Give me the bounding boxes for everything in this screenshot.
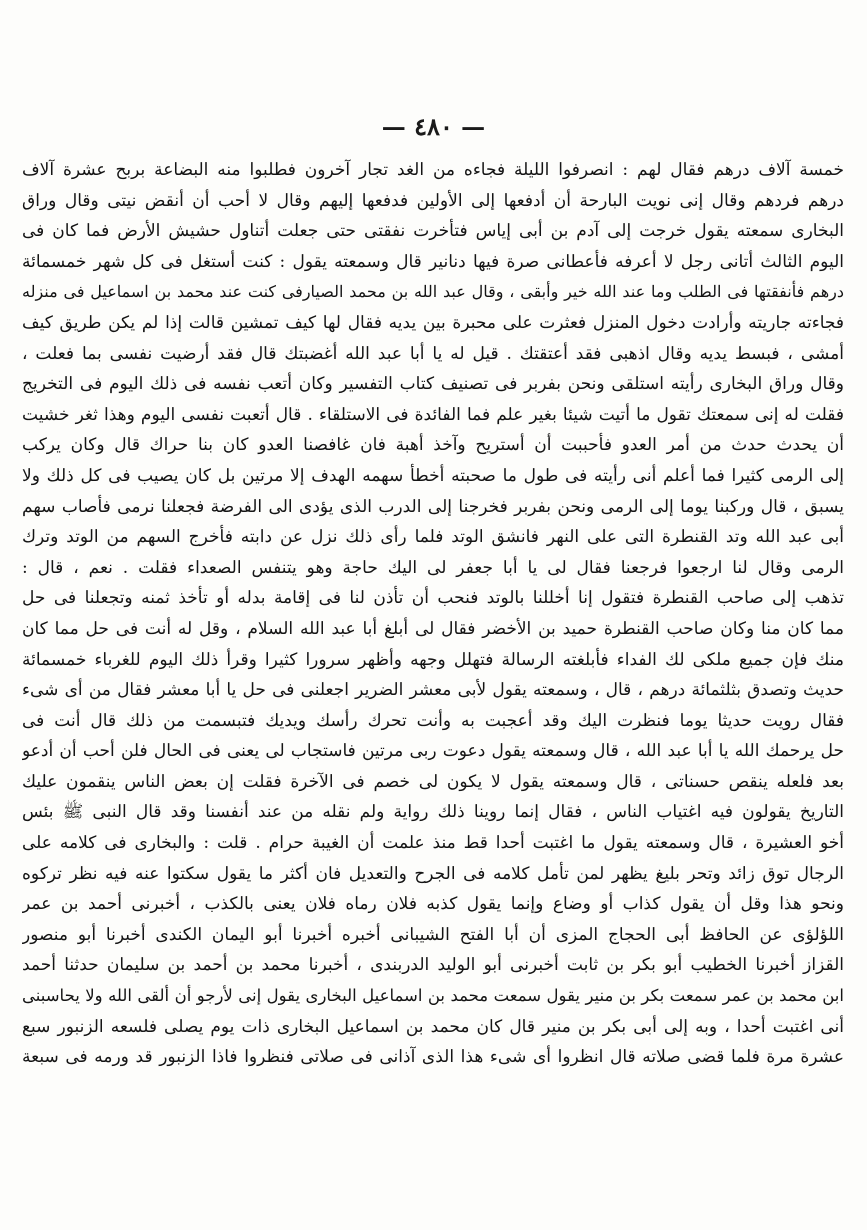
text-line: إلى الرمى كثيرا فما أعلم أنى رأيته فى طول ما صحبته أخطأ سهمه الهدف إلا مرتين بل كان يصيب فى كل ذلك ولا	[22, 465, 844, 486]
text-line: عشرة مرة فلما قضى صلاته قال انظروا أى شىء هذا الذى آذانى فى صلاتى فنظروا فاذا الزنبور قد ورمه فى سبعة	[22, 1047, 844, 1068]
text-line: يسبق ، قال وركبنا يوما إلى الرمى ونحن بفربر فخرجنا إلى الدرب الذى يؤدى الى الفرضة فجعلنا نرمى فأصاب سهم	[22, 496, 844, 517]
text-line: اللؤلؤى عن الحافظ أبى الحجاج المزى أن أبا الفتح الشيبانى أخبره أخبرنا أبو اليمان الكندى أخبرنا أبو منصور	[22, 924, 844, 945]
text-line: الرمى وقال لنا ارجعوا فرجعنا فقال لى يا أبا جعفر لى اليك حاجة وهو يتنفس الصعداء فقلت . نعم ، قال :	[22, 557, 844, 578]
text-line: أمشى ، فبسط يديه وقال اذهبى فقد أعتقتك . قيل له يا أبا عبد الله أغضبتك قال فقد أرضيت نفسى بما فعلت ،	[22, 343, 844, 364]
text-line: فقال رويت حديثا يوما فنظرت اليك وقد أعجبت به وأنت تحرك رأسك ويديك فتبسمت من ذلك قال أنت فى	[22, 710, 844, 731]
text-line: وقال وراق البخارى رأيته استلقى ونحن بفربر فى تصنيف كتاب التفسير وكان أتعب نفسه فى ذلك اليوم فى التخريج	[22, 374, 844, 395]
body-text	[22, 155, 844, 1073]
text-line: ونحو هذا وقل أن يقول كذاب أو وضاع وإنما يقول كذبه فلان رماه فلان يعنى بالكذب ، أخبرنى أحمد بن عمر	[22, 894, 844, 915]
text-line: أن يحدث حدث من أمر العدو فأحببت أن أستريح وآخذ أهبة فان غافصنا العدو كان بنا حراك قال وكان يركب	[22, 435, 844, 456]
text-line: مما كان منا وكان صاحب القنطرة حميد بن الأخضر فقال لى أبلغ أبا عبد الله السلام ، وقل له أنت فى حل مما كان	[22, 618, 844, 639]
text-line: التاريخ يقولون فيه اغتياب الناس ، فقال إنما روينا ذلك رواية ولم نقله من عند أنفسنا وقد قال النبى ﷺ بئس	[22, 802, 844, 823]
text-line: القزاز أخبرنا الخطيب أبو بكر بن ثابت أخبرنى أبو الوليد الدربندى ، أخبرنا محمد بن أحمد بن سليمان حدثنا أحمد	[22, 955, 844, 976]
text-line: أخو العشيرة ، قال وسمعته يقول ما اغتبت أحدا قط منذ علمت أن الغيبة حرام . قلت : والبخارى فى كلامه على	[22, 833, 844, 854]
text-line: منك فإن جميع ملكى لك الفداء فأبلغته الرسالة فتهلل وجهه وأظهر سرورا كثيرا وقرأ ذلك اليوم للغرباء خمسمائة	[22, 649, 844, 670]
text-line: اليوم الثالث أتانى رجل لا أعرفه فأعطانى صرة فيها دنانير قال وسمعته يقول : كنت أستغل فى كل شهر خمسمائة	[22, 251, 844, 272]
text-line: ابن محمد بن عمر سمعت بكر بن منير يقول سمعت محمد بن اسماعيل البخارى يقول إنى لأرجو أن ألقى الله ولا يحاسبنى	[22, 986, 844, 1006]
text-line: بعد فلعله ينقص حسناتى ، قال وسمعته يقول لا يكون لى خصم فى الآخرة فقلت إن بعض الناس ينقمون عليك	[22, 771, 844, 792]
text-line: البخارى سمعته يقول خرجت إلى آدم بن أبى إياس فتأخرت نفقتى حتى جعلت أتناول حشيش الأرض فما كان فى	[22, 221, 844, 242]
text-line: تذهب إلى صاحب القنطرة فتقول إنا أخللنا بالوتد فنحب أن تأذن لنا فى إقامة بدله أو تأخذ ثمنه وتجعلنا فى حل	[22, 588, 844, 609]
text-line: درهم فردهم وقال إنى نويت البارحة أن أدفعها إلى الأولين فدفعها إليهم وقال لا أحب أن أنقض نيتى وقال وراق	[22, 190, 844, 211]
text-line: حل يرحمك الله يا أبا عبد الله ، قال وسمعته يقول دعوت ربى مرتين فاستجاب لى يعنى فى الحال فلن أحب أن أدعو	[22, 741, 844, 762]
text-line: فقلت له إنى سمعتك تقول ما أتيت شيئا بغير علم فما الفائدة فى الاستلقاء . قال أتعبت نفسى اليوم وهذا ثغر خشيت	[22, 404, 844, 425]
text-line: أنى اغتبت أحدا ، وبه إلى أبى بكر بن منير قال كان محمد بن اسماعيل البخارى ذات يوم يصلى فلسعه الزنبور سبع	[22, 1016, 844, 1037]
text-line: الرجال توق زائد وتحر بليغ يظهر لمن تأمل كلامه فى الجرح والتعديل فان أكثر ما يقول سكتوا عنه فيه نظر تركوه	[22, 863, 844, 884]
text-line: خمسة آلاف درهم فقال لهم : انصرفوا الليلة فجاءه من الغد تجار آخرون فطلبوا منه البضاعة بربح عشرة آلاف	[22, 160, 844, 180]
text-line: أبى عبد الله وتد القنطرة التى على النهر فانشق الوتد فلما رأى ذلك نزل عن دابته فأخرج السهم من الوتد وترك	[22, 527, 844, 548]
text-line: فجاءته جاريته وأرادت دخول المنزل فعثرت على محبرة بين يديه فقال لها كيف تمشين قالت إذا لم يكن طريق كيف	[22, 312, 844, 333]
text-line: حديث وتصدق بثلثمائة درهم ، قال ، وسمعته يقول لأبى معشر الضرير اجعلنى فى حل يا أبا معشر فقال من أى شىء	[22, 680, 844, 701]
text-line: درهم فأنفقتها فى الطلب وما عند الله خير وأبقى ، وقال عبد الله بن محمد الصيارفى كنت عند محمد بن اسماعيل فى منزله	[22, 282, 844, 302]
page-number: — ٤٨٠ —	[381, 112, 486, 141]
